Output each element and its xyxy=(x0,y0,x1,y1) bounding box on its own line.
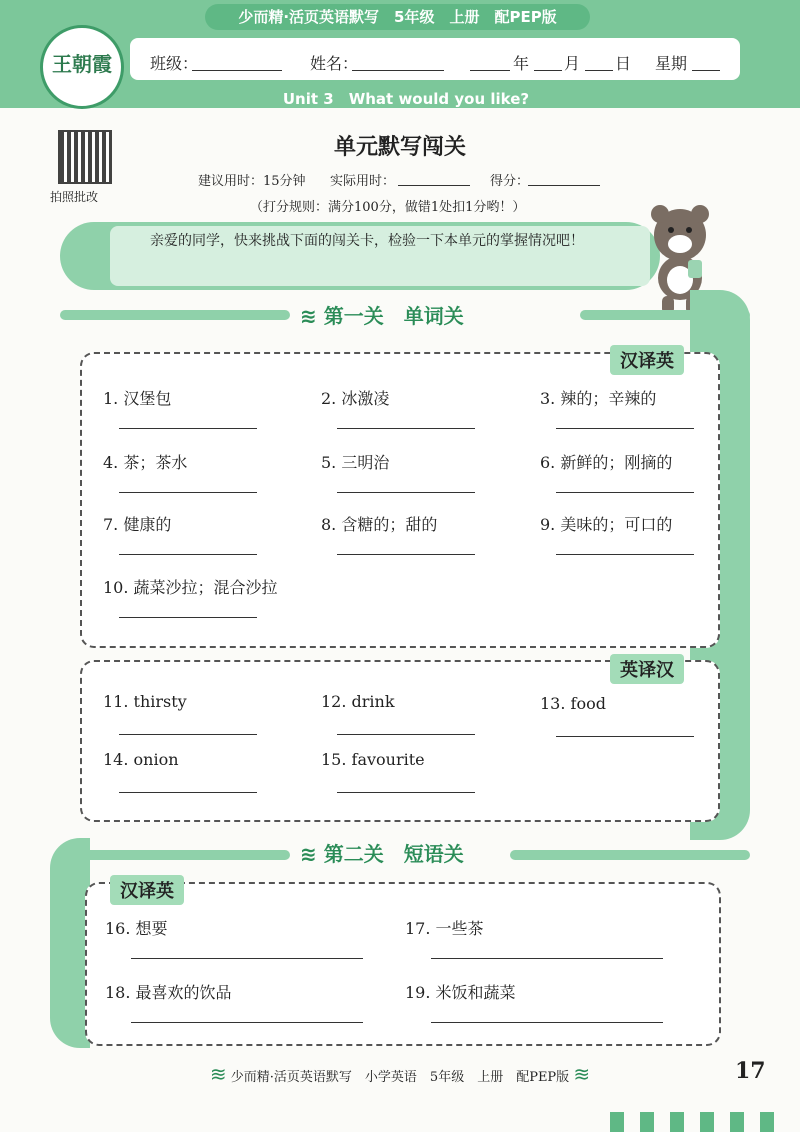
answer-line[interactable] xyxy=(337,492,475,493)
section1-heading: ≋ 第一关 单词关 xyxy=(300,304,464,328)
name-field[interactable] xyxy=(352,70,444,71)
wave-icon: ≋ xyxy=(573,1062,591,1086)
weekday-label: 星期 xyxy=(655,54,688,73)
answer-line[interactable] xyxy=(131,1022,363,1023)
footer-stripe xyxy=(760,1112,774,1132)
answer-line[interactable] xyxy=(337,792,475,793)
page-title: 单元默写闯关 xyxy=(333,135,466,160)
unit-title: Unit 3 What would you like? xyxy=(282,90,530,108)
answer-line[interactable] xyxy=(119,428,257,429)
answer-line[interactable] xyxy=(556,492,694,493)
answer-line[interactable] xyxy=(119,734,257,735)
question-label: 1. 汉堡包 xyxy=(103,389,172,408)
answer-line[interactable] xyxy=(431,1022,663,1023)
question-label: 9. 美味的；可口的 xyxy=(540,515,673,534)
month-field[interactable] xyxy=(534,70,562,71)
section2-track xyxy=(50,838,90,1048)
scoring-rule: （打分规则：满分100分，做错1处扣1分哟！） xyxy=(250,200,526,215)
answer-line[interactable] xyxy=(337,554,475,555)
question-label: 7. 健康的 xyxy=(103,515,172,534)
question-label: 14. onion xyxy=(103,750,179,769)
answer-line[interactable] xyxy=(119,792,257,793)
tag-yingyi-han: 英译汉 xyxy=(610,654,684,684)
section2-heading: ≋ 第二关 短语关 xyxy=(300,842,464,866)
class-label: 班级： xyxy=(150,54,199,73)
panel-yingyi-han xyxy=(80,660,720,822)
footer-text: ≋ 少而精·活页英语默写 小学英语 5年级 上册 配PEP版 ≋ xyxy=(209,1062,591,1086)
question-label: 16. 想要 xyxy=(105,919,168,938)
question-label: 15. favourite xyxy=(321,750,425,769)
qr-caption: 拍照批改 xyxy=(50,190,99,204)
page-number: 17 xyxy=(735,1058,766,1084)
year-label: 年 xyxy=(513,54,530,73)
suggested-time: 建议用时：15分钟 xyxy=(198,174,306,189)
month-label: 月 xyxy=(564,54,581,73)
wave-icon: ≋ xyxy=(209,1062,227,1086)
logo-text: 王朝霞 xyxy=(52,52,112,76)
answer-line[interactable] xyxy=(337,734,475,735)
wave-icon: ≋ xyxy=(300,304,317,328)
actual-time-field[interactable] xyxy=(398,185,470,186)
answer-line[interactable] xyxy=(119,492,257,493)
footer-stripe xyxy=(610,1112,624,1132)
question-label: 11. thirsty xyxy=(103,692,187,711)
footer-stripe xyxy=(640,1112,654,1132)
tag-hanyi-ying: 汉译英 xyxy=(610,345,684,375)
question-label: 17. 一些茶 xyxy=(405,919,484,938)
footer-stripe xyxy=(700,1112,714,1132)
question-label: 10. 蔬菜沙拉；混合沙拉 xyxy=(103,578,278,597)
tag-phrases: 汉译英 xyxy=(110,875,184,905)
question-label: 2. 冰激凌 xyxy=(321,389,390,408)
answer-line[interactable] xyxy=(119,554,257,555)
question-label: 3. 辣的；辛辣的 xyxy=(540,389,657,408)
answer-line[interactable] xyxy=(131,958,363,959)
weekday-field[interactable] xyxy=(692,70,720,71)
question-label: 19. 米饭和蔬菜 xyxy=(405,983,516,1002)
student-info-box xyxy=(130,38,740,80)
day-label: 日 xyxy=(615,54,632,73)
day-field[interactable] xyxy=(585,70,613,71)
class-field[interactable] xyxy=(192,70,282,71)
intro-text: 亲爱的同学，快来挑战下面的闯关卡，检验一下本单元的掌握情况吧！ xyxy=(150,233,584,249)
wave-icon: ≋ xyxy=(300,842,317,866)
series-title: 少而精·活页英语默写 5年级 上册 配PEP版 xyxy=(205,4,590,30)
footer-stripe xyxy=(730,1112,744,1132)
answer-line[interactable] xyxy=(119,617,257,618)
actual-time-label: 实际用时： xyxy=(330,174,396,189)
name-label: 姓名： xyxy=(310,54,359,73)
question-label: 12. drink xyxy=(321,692,395,711)
question-label: 8. 含糖的；甜的 xyxy=(321,515,438,534)
answer-line[interactable] xyxy=(556,736,694,737)
question-label: 6. 新鲜的；刚摘的 xyxy=(540,453,673,472)
answer-line[interactable] xyxy=(431,958,663,959)
score-field[interactable] xyxy=(528,185,600,186)
year-field[interactable] xyxy=(470,70,510,71)
answer-line[interactable] xyxy=(337,428,475,429)
footer-stripe xyxy=(670,1112,684,1132)
answer-line[interactable] xyxy=(556,428,694,429)
question-label: 5. 三明治 xyxy=(321,453,390,472)
question-label: 4. 茶；茶水 xyxy=(103,453,188,472)
score-label: 得分： xyxy=(490,174,530,189)
question-label: 18. 最喜欢的饮品 xyxy=(105,983,232,1002)
answer-line[interactable] xyxy=(556,554,694,555)
question-label: 13. food xyxy=(540,694,606,713)
